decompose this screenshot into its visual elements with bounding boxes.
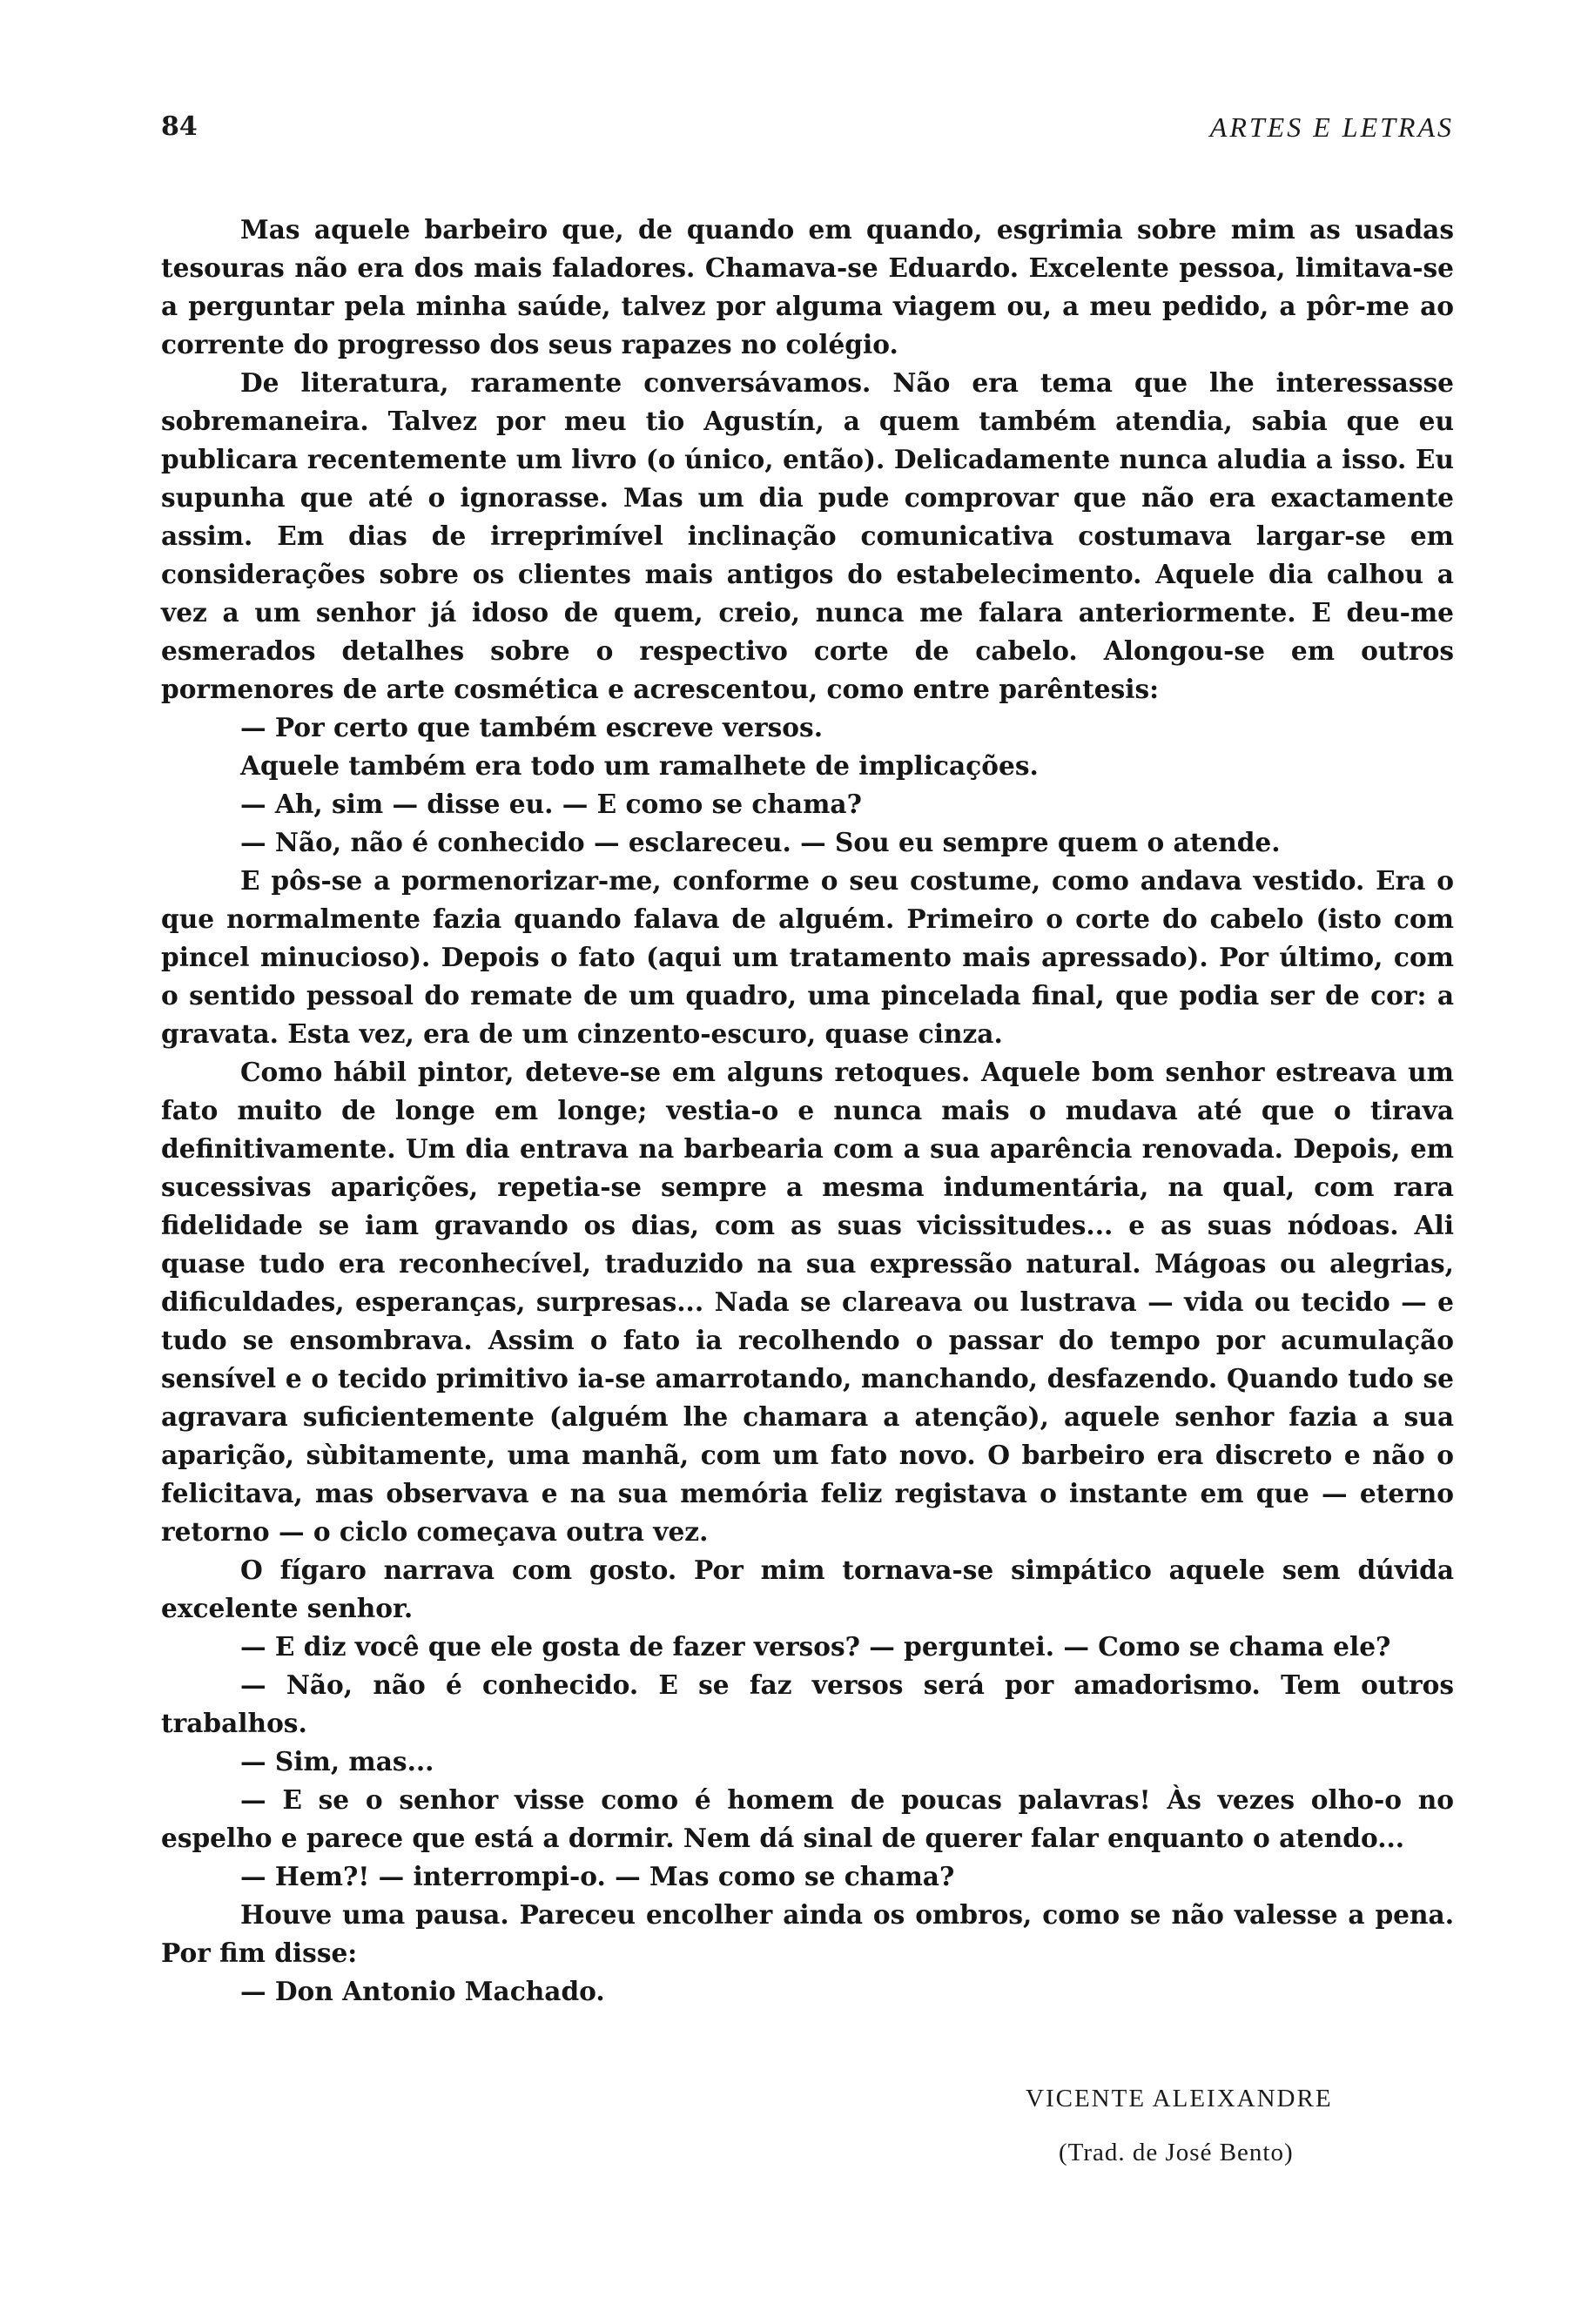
paragraph: Aquele também era todo um ramalhete de implicações. (240, 750, 1039, 781)
article-body (161, 211, 1454, 2011)
dialogue-line: — Don Antonio Machado. (240, 1976, 605, 2006)
paragraph: De literatura, raramente conversávamos. Não era tema que lhe interessasse sobremaneira. Talvez por meu tio Agustín, a quem também atendia, sabia que eu publicara recentemente um livro (o único, então). Delicadamente nunca aludia a isso. Eu supunha que até o ignorasse. Mas um dia pude comprovar que não era exactamente assim. Em dias de irreprimível inclinação comunicativa costumava largar-se em considerações sobre os clientes mais antigos do estabelecimento. Aquele dia calhou a vez a um senhor já idoso de quem, creio, nunca me falara anteriormente. E deu-me esmerados detalhes sobre o respectivo corte de cabelo. Alongou-se em outros pormenores de arte cosmética e acrescentou, como entre parêntesis: (161, 367, 1454, 704)
page-number: 84 (161, 111, 198, 142)
paragraph: Houve uma pausa. Pareceu encolher ainda os ombros, como se não valesse a pena. Por fim disse: (161, 1899, 1454, 1968)
dialogue-line: — E se o senhor visse como é homem de poucas palavras! Às vezes olho-o no espelho e parece que está a dormir. Nem dá sinal de querer falar enquanto o atendo... (161, 1784, 1454, 1853)
paragraph: O fígaro narrava com gosto. Por mim tornava-se simpático aquele sem dúvida excelente senhor. (161, 1555, 1454, 1623)
dialogue-line: — Não, não é conhecido. E se faz versos será por amadorismo. Tem outros trabalhos. (161, 1669, 1454, 1738)
dialogue-line: — Hem?! — interrompi-o. — Mas como se chama? (240, 1861, 955, 1891)
dialogue-line: — Sim, mas... (240, 1746, 434, 1777)
page-header (161, 111, 1454, 164)
translator-note: (Trad. de José Bento) (1059, 2139, 1294, 2166)
paragraph: Como hábil pintor, deteve-se em alguns retoques. Aquele bom senhor estreava um fato muito de longe em longe; vestia-o e nunca mais o mudava até que o tirava definitivamente. Um dia entrava na barbearia com a sua aparência renovada. Depois, em sucessivas aparições, repetia-se sempre a mesma indumentária, na qual, com rara fidelidade se iam gravando os dias, com as suas vicissitudes... e as suas nódoas. Ali quase tudo era reconhecível, traduzido na sua expressão natural. Mágoas ou alegrias, dificuldades, esperanças, surpresas... Nada se clareava ou lustrava — vida ou tecido — e tudo se ensombrava. Assim o fato ia recolhendo o passar do tempo por acumulação sensível e o tecido primitivo ia-se amarrotando, manchando, desfazendo. Quando tudo se agravara suficientemente (alguém lhe chamara a atenção), aquele senhor fazia a sua aparição, sùbitamente, uma manhã, com um fato novo. O barbeiro era discreto e não o felicitava, mas observava e na sua memória feliz registava o instante em que — eterno retorno — o ciclo começava outra vez. (161, 1057, 1454, 1547)
running-title: ARTES E LETRAS (1209, 111, 1454, 143)
paragraph: Mas aquele barbeiro que, de quando em quando, esgrimia sobre mim as usadas tesouras não era dos mais faladores. Chamava-se Eduardo. Excelente pessoa, limitava-se a perguntar pela minha saúde, talvez por alguma viagem ou, a meu pedido, a pôr-me ao corrente do progresso dos seus rapazes no colégio. (161, 214, 1454, 359)
dialogue-line: — Não, não é conhecido — esclareceu. — Sou eu sempre quem o atende. (240, 827, 1281, 857)
dialogue-line: — Ah, sim — disse eu. — E como se chama? (240, 789, 862, 819)
paragraph: E pôs-se a pormenorizar-me, conforme o seu costume, como andava vestido. Era o que normalmente fazia quando falava de alguém. Primeiro o corte do cabelo (isto com pincel minucioso). Depois o fato (aqui um tratamento mais apressado). Por último, com o sentido pessoal do remate de um quadro, uma pincelada final, que podia ser de cor: a gravata. Esta vez, era de um cinzento-escuro, quase cinza. (161, 865, 1454, 1049)
dialogue-line: — Por certo que também escreve versos. (240, 712, 824, 742)
dialogue-line: — E diz você que ele gosta de fazer versos? — perguntei. — Como se chama ele? (240, 1631, 1391, 1662)
author-name: VICENTE ALEIXANDRE (1026, 2085, 1333, 2112)
signature-block (975, 2072, 1393, 2180)
